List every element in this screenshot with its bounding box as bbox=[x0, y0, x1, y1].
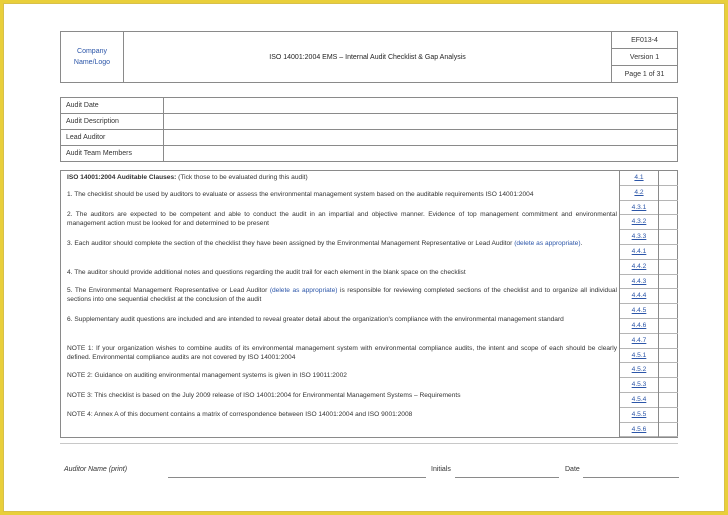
document-title: ISO 14001:2004 EMS – Internal Audit Checklist & Gap Analysis bbox=[124, 32, 612, 83]
tick-checkbox[interactable] bbox=[659, 186, 678, 201]
info-label: Audit Date bbox=[61, 98, 164, 114]
clause-link[interactable]: 4.1 bbox=[620, 171, 658, 186]
clause-link[interactable]: 4.5.3 bbox=[620, 378, 658, 393]
auditor-name-field[interactable] bbox=[168, 477, 426, 478]
tick-box-column bbox=[658, 171, 678, 437]
note-1: NOTE 1: If your organization wishes to combine audits of its environmental management system with environmental compliance audits, the intent and scope of each should be clearly defined. Environmental compliance audits are not covered by ISO 14001:2004 bbox=[67, 345, 617, 361]
document-version: Version 1 bbox=[612, 49, 678, 66]
clause-link[interactable]: 4.4.6 bbox=[620, 319, 658, 334]
tick-checkbox[interactable] bbox=[659, 349, 678, 364]
tick-checkbox[interactable] bbox=[659, 245, 678, 260]
instruction-2: 2. The auditors are expected to be competent and able to conduct the audit in an impartial and objective manner. Evidence of top management commitment and environmental management action must be looked for and determined to be present bbox=[67, 211, 617, 227]
clause-link[interactable]: 4.5.4 bbox=[620, 393, 658, 408]
clause-link[interactable]: 4.5.5 bbox=[620, 408, 658, 423]
info-row bbox=[61, 114, 678, 130]
note-2: NOTE 2: Guidance on auditing environmental management systems is given in ISO 19011:2002 bbox=[67, 372, 347, 379]
tick-checkbox[interactable] bbox=[659, 378, 678, 393]
clause-link[interactable]: 4.4.5 bbox=[620, 304, 658, 319]
initials-label: Initials bbox=[431, 466, 451, 473]
clause-link[interactable]: 4.4.1 bbox=[620, 245, 658, 260]
instructions-panel bbox=[61, 171, 620, 437]
date-label: Date bbox=[565, 466, 580, 473]
clause-link[interactable]: 4.4.2 bbox=[620, 260, 658, 275]
clause-link[interactable]: 4.5.2 bbox=[620, 363, 658, 378]
tick-checkbox[interactable] bbox=[659, 215, 678, 230]
document-header bbox=[60, 31, 678, 83]
info-label: Lead Auditor bbox=[61, 130, 164, 146]
tick-checkbox[interactable] bbox=[659, 230, 678, 245]
clause-link[interactable]: 4.3.2 bbox=[620, 215, 658, 230]
logo-line-2: Name/Logo bbox=[73, 59, 111, 66]
document-page bbox=[3, 3, 725, 512]
instruction-3: 3. Each auditor should complete the section of the checklist they have been assigned by the Environmental Management Representative or Lead Auditor (delete as appropriate). bbox=[67, 240, 583, 247]
tick-checkbox[interactable] bbox=[659, 393, 678, 408]
tick-checkbox[interactable] bbox=[659, 275, 678, 290]
clause-link[interactable]: 4.4.3 bbox=[620, 275, 658, 290]
info-value-field[interactable] bbox=[164, 146, 678, 162]
clauses-heading: ISO 14001:2004 Auditable Clauses: (Tick those to be evaluated during this audit) bbox=[67, 174, 308, 181]
clause-link[interactable]: 4.2 bbox=[620, 186, 658, 201]
date-field[interactable] bbox=[583, 477, 679, 478]
tick-checkbox[interactable] bbox=[659, 319, 678, 334]
info-value-field[interactable] bbox=[164, 130, 678, 146]
clause-link[interactable]: 4.3.1 bbox=[620, 201, 658, 216]
info-value-field[interactable] bbox=[164, 114, 678, 130]
tick-checkbox[interactable] bbox=[659, 334, 678, 349]
logo-line-1: Company bbox=[77, 48, 107, 55]
clauses-section bbox=[60, 170, 678, 438]
clause-links-column bbox=[620, 171, 658, 437]
info-label: Audit Team Members bbox=[61, 146, 164, 162]
tick-checkbox[interactable] bbox=[659, 201, 678, 216]
tick-checkbox[interactable] bbox=[659, 408, 678, 423]
instruction-6: 6. Supplementary audit questions are included and are intended to reveal greater detail about the organization's compliance with the environmental management standard bbox=[67, 316, 564, 323]
clause-link[interactable]: 4.3.3 bbox=[620, 230, 658, 245]
auditor-name-label: Auditor Name (print) bbox=[64, 466, 128, 473]
note-3: NOTE 3: This checklist is based on the July 2009 release of ISO 14001:2004 for Environmental Management Systems – Requirements bbox=[67, 392, 461, 399]
info-row bbox=[61, 146, 678, 162]
tick-checkbox[interactable] bbox=[659, 304, 678, 319]
tick-checkbox[interactable] bbox=[659, 423, 678, 438]
footer-divider bbox=[60, 443, 678, 444]
clause-link[interactable]: 4.5.6 bbox=[620, 423, 658, 438]
info-label: Audit Description bbox=[61, 114, 164, 130]
page-number: Page 1 of 31 bbox=[612, 66, 678, 83]
clause-link[interactable]: 4.4.7 bbox=[620, 334, 658, 349]
tick-checkbox[interactable] bbox=[659, 363, 678, 378]
instruction-4: 4. The auditor should provide additional notes and questions regarding the audit trail for each element in the blank space on the checklist bbox=[67, 269, 466, 276]
initials-field[interactable] bbox=[455, 477, 559, 478]
note-4: NOTE 4: Annex A of this document contains a matrix of correspondence between ISO 14001:2004 and ISO 9001:2008 bbox=[67, 411, 413, 418]
instruction-1: 1. The checklist should be used by auditors to evaluate or assess the environmental management system based on the auditable requirements ISO 14001:2004 bbox=[67, 191, 534, 198]
info-value-field[interactable] bbox=[164, 98, 678, 114]
company-logo-placeholder bbox=[61, 32, 124, 83]
tick-checkbox[interactable] bbox=[659, 260, 678, 275]
instruction-5: 5. The Environmental Management Representative or Lead Auditor (delete as appropriate) is responsible for reviewing completed sections of the checklist and to organize all individual sections into one sequential checklist at the conclusion of the audit bbox=[67, 287, 618, 303]
tick-checkbox[interactable] bbox=[659, 289, 678, 304]
audit-info-table bbox=[60, 97, 678, 162]
document-code: EF013-4 bbox=[612, 32, 678, 49]
tick-checkbox[interactable] bbox=[659, 171, 678, 186]
info-row bbox=[61, 130, 678, 146]
info-row bbox=[61, 98, 678, 114]
clause-link[interactable]: 4.5.1 bbox=[620, 349, 658, 364]
clause-link[interactable]: 4.4.4 bbox=[620, 289, 658, 304]
